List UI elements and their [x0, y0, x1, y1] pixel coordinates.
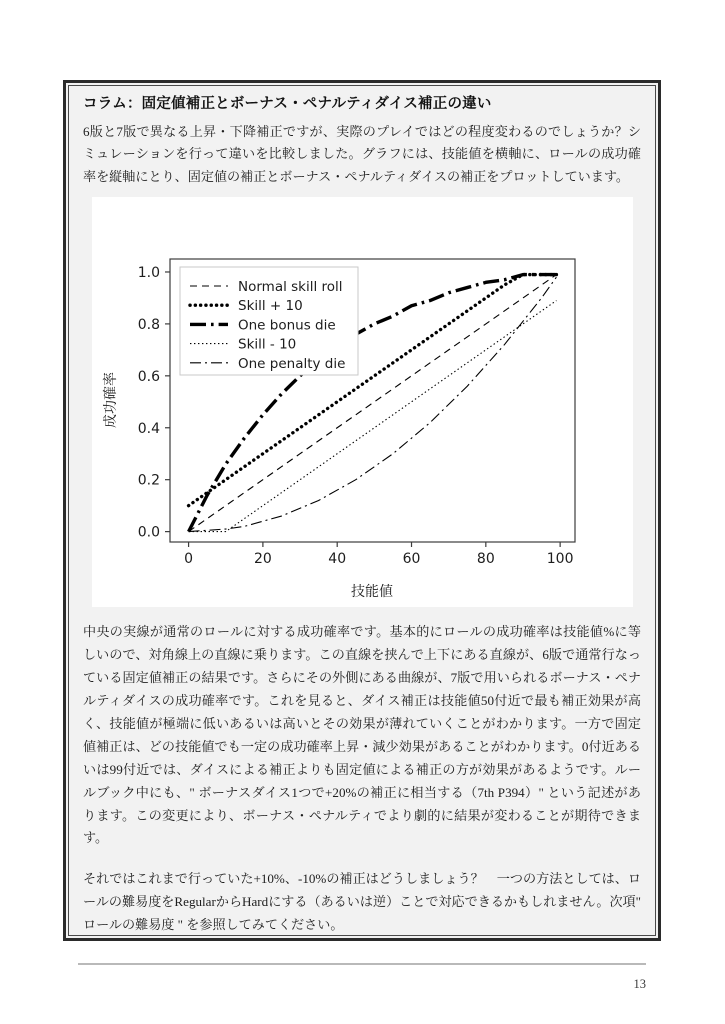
legend-label: Skill - 10 [237, 336, 296, 353]
column-box [63, 80, 661, 941]
column-intro-paragraph: 6版と7版で異なる上昇・下降補正ですが、実際のプレイではどの程度変わるのでしょうか？シミュレーションを行って違いを比較しました。グラフには、技能値を横軸に、ロールの成功確率を縦軸にとり、固定値の補正とボーナス・ペナルティダイスの補正をプロットしています。 [83, 123, 641, 185]
y-axis-label: 成功確率 [102, 372, 119, 429]
y-tick-label: 0.0 [137, 524, 160, 541]
column-closing-paragraph: それではこれまで行っていた+10%、-10%の補正はどうしましょう？ 一つの方法としては、ロールの難易度をRegularからHardにする（あるいは逆）ことで対応できるかもしれません。次項" ロールの難易度 " を参照してみてください。 [83, 871, 641, 933]
chart-panel [92, 197, 633, 607]
column-title: コラム：固定値補正とボーナス・ペナルティダイス補正の違い [83, 96, 492, 112]
legend-label: One bonus die [237, 317, 336, 334]
y-tick-label: 0.4 [137, 421, 160, 438]
y-tick-label: 0.2 [137, 472, 160, 489]
success-probability-chart [92, 197, 633, 607]
x-tick-label: 20 [253, 551, 272, 568]
x-tick-label: 0 [183, 551, 193, 568]
x-tick-label: 40 [327, 551, 346, 568]
y-tick-label: 1.0 [137, 265, 160, 282]
page-number: 13 [633, 977, 646, 991]
legend-label: One penalty die [237, 356, 345, 373]
x-tick-label: 100 [546, 551, 574, 568]
legend-label: Normal skill roll [237, 279, 343, 296]
x-tick-label: 80 [476, 551, 495, 568]
y-tick-label: 0.6 [137, 369, 160, 386]
x-tick-label: 60 [402, 551, 420, 568]
footer-rule [78, 963, 646, 965]
column-box-inner [68, 85, 656, 936]
x-axis-label: 技能値 [350, 584, 393, 601]
chart-legend [180, 267, 358, 375]
legend-label: Skill + 10 [237, 298, 303, 315]
column-body-paragraph: 中央の実線が通常のロールに対する成功確率です。基本的にロールの成功確率は技能値%に等しいので、対角線上の直線に乗ります。この直線を挟んで上下にある直線が、6版で通常行なっている固定値補正の結果です。さらにその外側にある曲線が、7版で用いられるボーナス・ペナルティダイスの成功確率です。これを見ると、ダイス補正は技能値50付近で最も補正効果が高く、技能値が極端に低いあるいは高いとその効果が薄れていくことがわかります。一方で固定値補正は、どの技能値でも一定の成功確率上昇・減少効果があることがわかります。0付近あるいは99付近では、ダイスによる補正よりも固定値による補正の方が効果があるようです。ルールブック中にも、" ボーナスダイス1つで+20%の補正に相当する（7th P394）" という記述があります。この変更により、ボーナス・ペナルティでより劇的に結果が変わることが期待できます。 [83, 624, 641, 846]
y-tick-label: 0.8 [137, 317, 160, 334]
